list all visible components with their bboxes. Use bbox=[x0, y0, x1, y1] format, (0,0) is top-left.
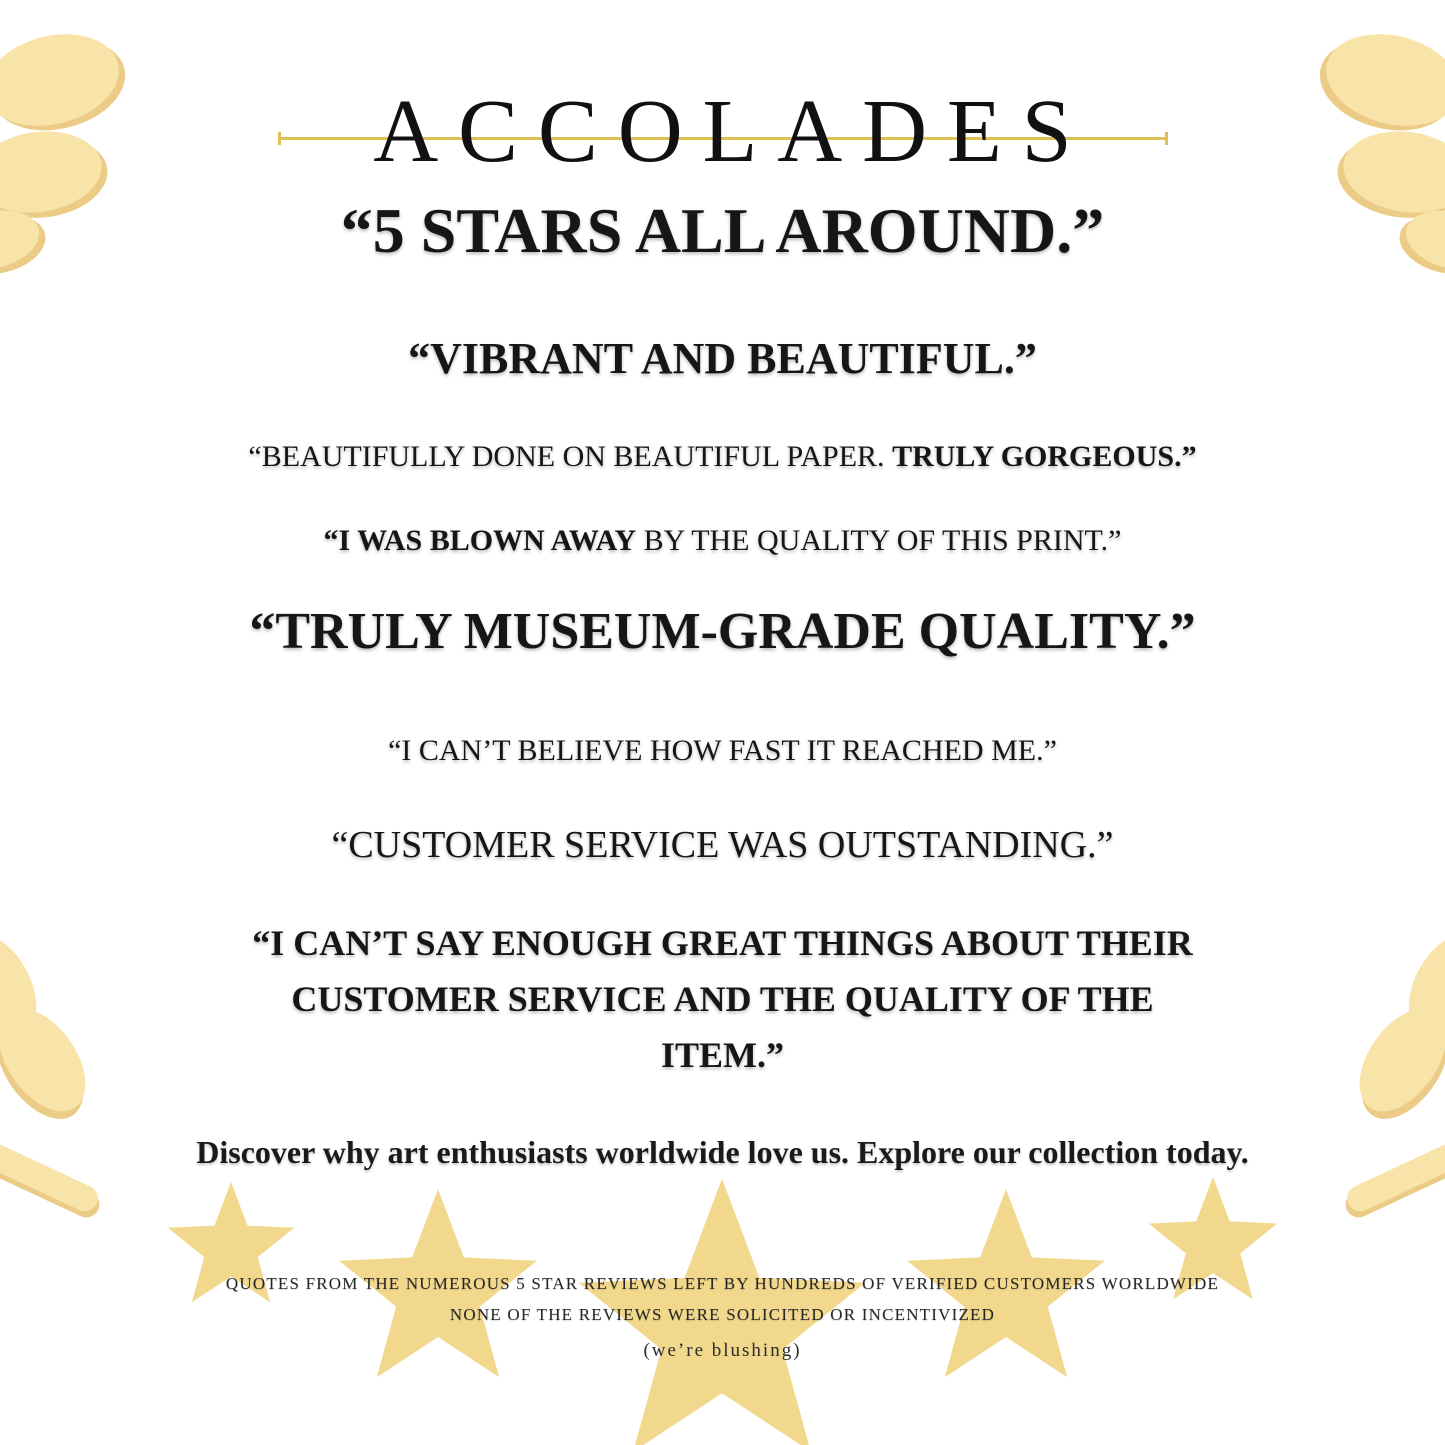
quote-fast-shipping: “I CAN’T BELIEVE HOW FAST IT REACHED ME.” bbox=[388, 734, 1057, 767]
quote-5-stars: “5 STARS ALL AROUND.” bbox=[340, 195, 1105, 266]
quote-segment-bold: TRULY GORGEOUS.” bbox=[892, 440, 1197, 473]
quote-customer-service: “CUSTOMER SERVICE WAS OUTSTANDING.” bbox=[331, 824, 1114, 866]
quote-line: ITEM.” bbox=[660, 1034, 784, 1075]
cta-text: Discover why art enthusiasts worldwide love us. Explore our collection today. bbox=[196, 1134, 1249, 1170]
quote-line: “I CAN’T SAY ENOUGH GREAT THINGS ABOUT THEIR bbox=[252, 923, 1193, 963]
quote-segment: BY THE QUALITY OF THIS PRINT.” bbox=[636, 524, 1122, 557]
quote-museum-grade: “TRULY MUSEUM-GRADE QUALITY.” bbox=[249, 603, 1196, 660]
quote-line: CUSTOMER SERVICE AND THE QUALITY OF THE bbox=[291, 978, 1154, 1019]
quote-segment-bold: “I WAS BLOWN AWAY bbox=[323, 524, 637, 557]
footer-note-line1: QUOTES FROM THE NUMEROUS 5 STAR REVIEWS LEFT BY HUNDREDS OF VERIFIED CUSTOMERS WORLDWIDE bbox=[225, 1274, 1220, 1293]
footer-note-line2: NONE OF THE REVIEWS WERE SOLICITED OR INCENTIVIZED bbox=[449, 1305, 996, 1324]
quote-blown-away bbox=[0, 524, 1445, 559]
quote-beautiful-paper bbox=[0, 440, 1445, 475]
quote-segment: “BEAUTIFULLY DONE ON BEAUTIFUL PAPER. bbox=[248, 440, 893, 473]
quote-vibrant-beautiful: “VIBRANT AND BEAUTIFUL.” bbox=[408, 334, 1037, 383]
blushing-note: (we’re blushing) bbox=[643, 1340, 802, 1361]
quote-great-things bbox=[0, 916, 1445, 1083]
page-title: ACCOLADES bbox=[373, 82, 1092, 182]
